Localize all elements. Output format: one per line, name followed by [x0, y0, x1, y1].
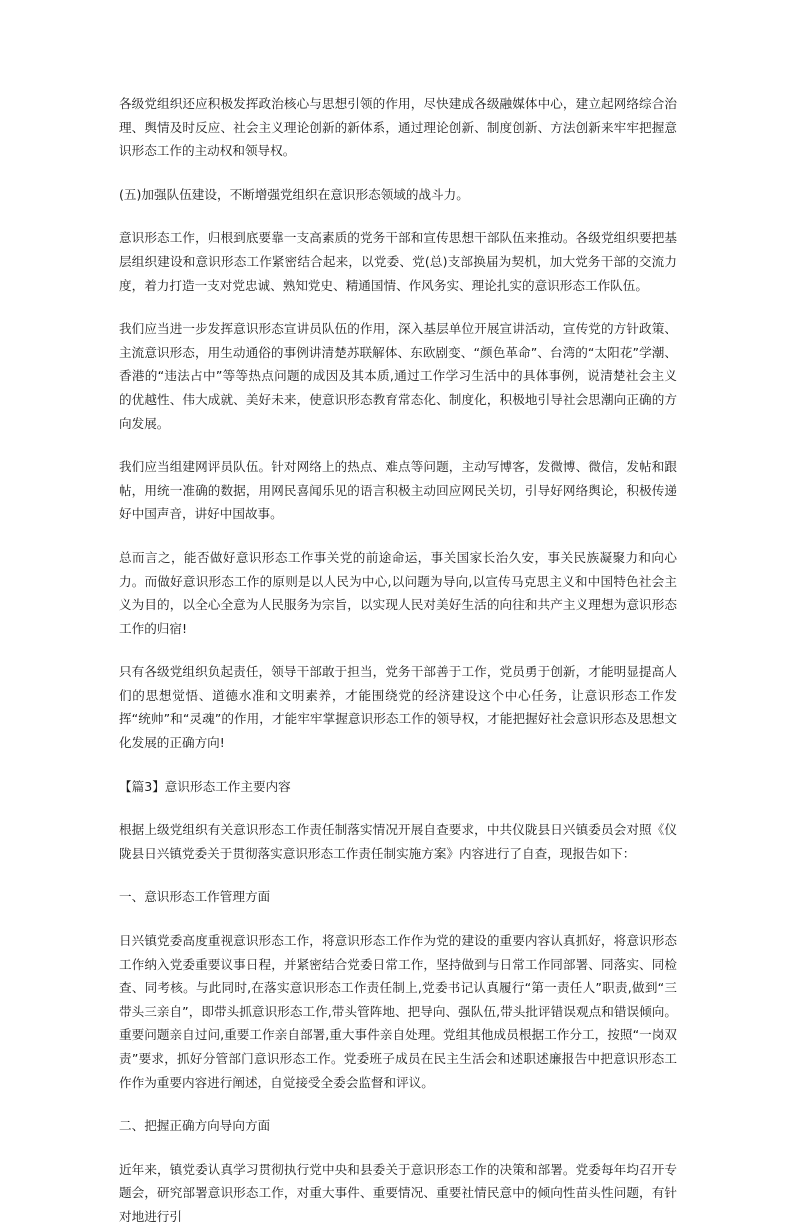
- paragraph-direction: 近年来，镇党委认真学习贯彻执行党中央和县委关于意识形态工作的决策和部署。党委每年均召开专题会，研究部署意识形态工作，对重大事件、重要情况、重要社情民意中的倾向性苗头性问题，有针对地进行引: [119, 1161, 677, 1224]
- paragraph-online-commentators: 我们应当组建网评员队伍。针对网络上的热点、难点等问题，主动写博客，发微博、微信，发帖和跟帖，用统一准确的数据，用网民喜闻乐见的语言积极主动回应网民关切，引导好网络舆论，积极传递好中国声音，讲好中国故事。: [119, 459, 677, 522]
- section-heading-direction: 二、把握正确方向导向方面: [119, 1118, 271, 1134]
- article-title-part3: 【篇3】意识形态工作主要内容: [119, 778, 291, 794]
- paragraph-team-building: 意识形态工作，归根到底要靠一支高素质的党务干部和宣传思想干部队伍来推动。各级党组织要把基层组织建设和意识形态工作紧密结合起来，以党委、党(总)支部换届为契机，加大党务干部的交流力度，着力打造一支对党忠诚、熟知党史、精通国情、作风务实、理论扎实的意识形态工作队伍。: [119, 230, 677, 293]
- section-heading-team-building: (五)加强队伍建设，不断增强党组织在意识形态领域的战斗力。: [119, 186, 469, 202]
- paragraph-lecturers: 我们应当进一步发挥意识形态宣讲员队伍的作用，深入基层单位开展宣讲活动，宣传党的方针政策、主流意识形态，用生动通俗的事例讲清楚苏联解体、东欧剧变、“颜色革命”、台湾的“太阳花”学潮、香港的“违法占中”等等热点问题的成因及其本质,通过工作学习生活中的具体事例，说清楚社会主义的优越性、伟大成就、美好未来，使意识形态教育常态化、制度化，积极地引导社会思潮向正确的方向发展。: [119, 321, 677, 431]
- paragraph-conclusion: 只有各级党组织负起责任，领导干部敢于担当，党务干部善于工作，党员勇于创新，才能明显提高人们的思想觉悟、道德水准和文明素养，才能围绕党的经济建设这个中心任务，让意识形态工作发挥“统帅”和“灵魂”的作用，才能牢牢掌握意识形态工作的领导权，才能把握好社会意识形态及思想文化发展的正确方向!: [119, 664, 677, 751]
- paragraph-fusion-media: 各级党组织还应积极发挥政治核心与思想引领的作用，尽快建成各级融媒体中心，建立起网络综合治理、舆情及时反应、社会主义理论创新的新体系，通过理论创新、制度创新、方法创新来牢牢把握意识形态工作的主动权和领导权。: [119, 96, 677, 159]
- paragraph-self-inspection-intro: 根据上级党组织有关意识形态工作责任制落实情况开展自查要求，中共仪陇县日兴镇委员会对照《仪陇县日兴镇党委关于贯彻落实意识形态工作责任制实施方案》内容进行了自查，现报告如下：: [119, 822, 677, 861]
- paragraph-management: 日兴镇党委高度重视意识形态工作，将意识形态工作作为党的建设的重要内容认真抓好，将意识形态工作纳入党委重要议事日程，并紧密结合党委日常工作，坚持做到与日常工作同部署、同落实、同检查、同考核。与此同时,在落实意识形态工作责任制上,党委书记认真履行“第一责任人”职责,做到“三带头三亲自”，即带头抓意识形态工作,带头管阵地、把导向、强队伍,带头批评错误观点和错误倾向。重要问题亲自过问,重要工作亲自部署,重大事件亲自处理。党组其他成员根据工作分工，按照“一岗双责”要求，抓好分管部门意识形态工作。党委班子成员在民主生活会和述职述廉报告中把意识形态工作作为重要内容进行阐述，自觉接受全委会监督和评议。: [119, 933, 677, 1090]
- section-heading-management: 一、意识形态工作管理方面: [119, 889, 271, 905]
- paragraph-summary: 总而言之，能否做好意识形态工作事关党的前途命运，事关国家长治久安，事关民族凝聚力和向心力。而做好意识形态工作的原则是以人民为中心,以问题为导向,以宣传马克思主义和中国特色社会主义为目的，以全心全意为人民服务为宗旨，以实现人民对美好生活的向往和共产主义理想为意识形态工作的归宿!: [119, 549, 677, 636]
